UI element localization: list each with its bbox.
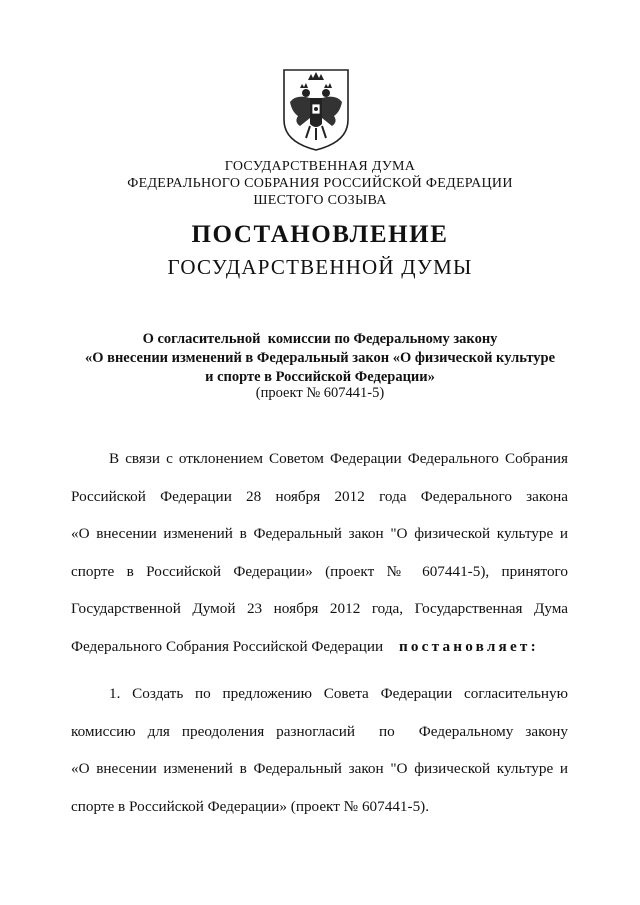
resolution-subject xyxy=(0,330,640,387)
preamble-line xyxy=(71,628,568,666)
preamble-line: Государственной Думой 23 ноября 2012 года, Государственная Дума xyxy=(71,600,568,617)
header-line-2: ФЕДЕРАЛЬНОГО СОБРАНИЯ РОССИЙСКОЙ ФЕДЕРАЦИИ xyxy=(127,176,513,191)
subject-line-3: и спорте в Российской Федерации» xyxy=(205,369,435,385)
state-emblem-icon xyxy=(280,68,352,152)
project-number: (проект № 607441-5) xyxy=(255,385,385,401)
document-type-title: ПОСТАНОВЛЕНИЕ xyxy=(191,221,449,248)
header-line-3: ШЕСТОГО СОЗЫВА xyxy=(253,193,387,208)
resolves-word: постановляет: xyxy=(398,637,539,655)
item-1-paragraph xyxy=(71,675,568,825)
preamble-line: спорте в Российской Федерации» (проект № 607441-5), принятого xyxy=(71,562,568,580)
preamble-line: Российской Федерации 28 ноября 2012 года Федерального закона xyxy=(71,487,568,505)
issuer-subtitle: ГОСУДАРСТВЕННОЙ ДУМЫ xyxy=(167,255,473,279)
preamble-line: «О внесении изменений в Федеральный закон "О физической культуре и xyxy=(71,525,568,542)
duma-header xyxy=(0,158,640,209)
header-line-1: ГОСУДАРСТВЕННАЯ ДУМА xyxy=(224,159,416,174)
preamble-line: В связи с отклонением Советом Федерации Федерального Собрания xyxy=(109,450,568,467)
preamble-text: Федерального Собрания Российской Федерации xyxy=(71,637,384,655)
item-line: комиссию для преодоления разногласий по Федеральному закону xyxy=(71,722,568,740)
subject-line-2: «О внесении изменений в Федеральный закон «О физической культуре xyxy=(84,350,556,366)
item-line: спорте в Российской Федерации» (проект № 607441-5). xyxy=(71,797,430,815)
item-line: «О внесении изменений в Федеральный закон "О физической культуре и xyxy=(71,760,568,777)
item-line: 1. Создать по предложению Совета Федерации согласительную xyxy=(109,685,568,702)
subject-line-1: О согласительной комиссии по Федеральному закону xyxy=(142,331,498,347)
preamble-paragraph xyxy=(71,440,568,665)
